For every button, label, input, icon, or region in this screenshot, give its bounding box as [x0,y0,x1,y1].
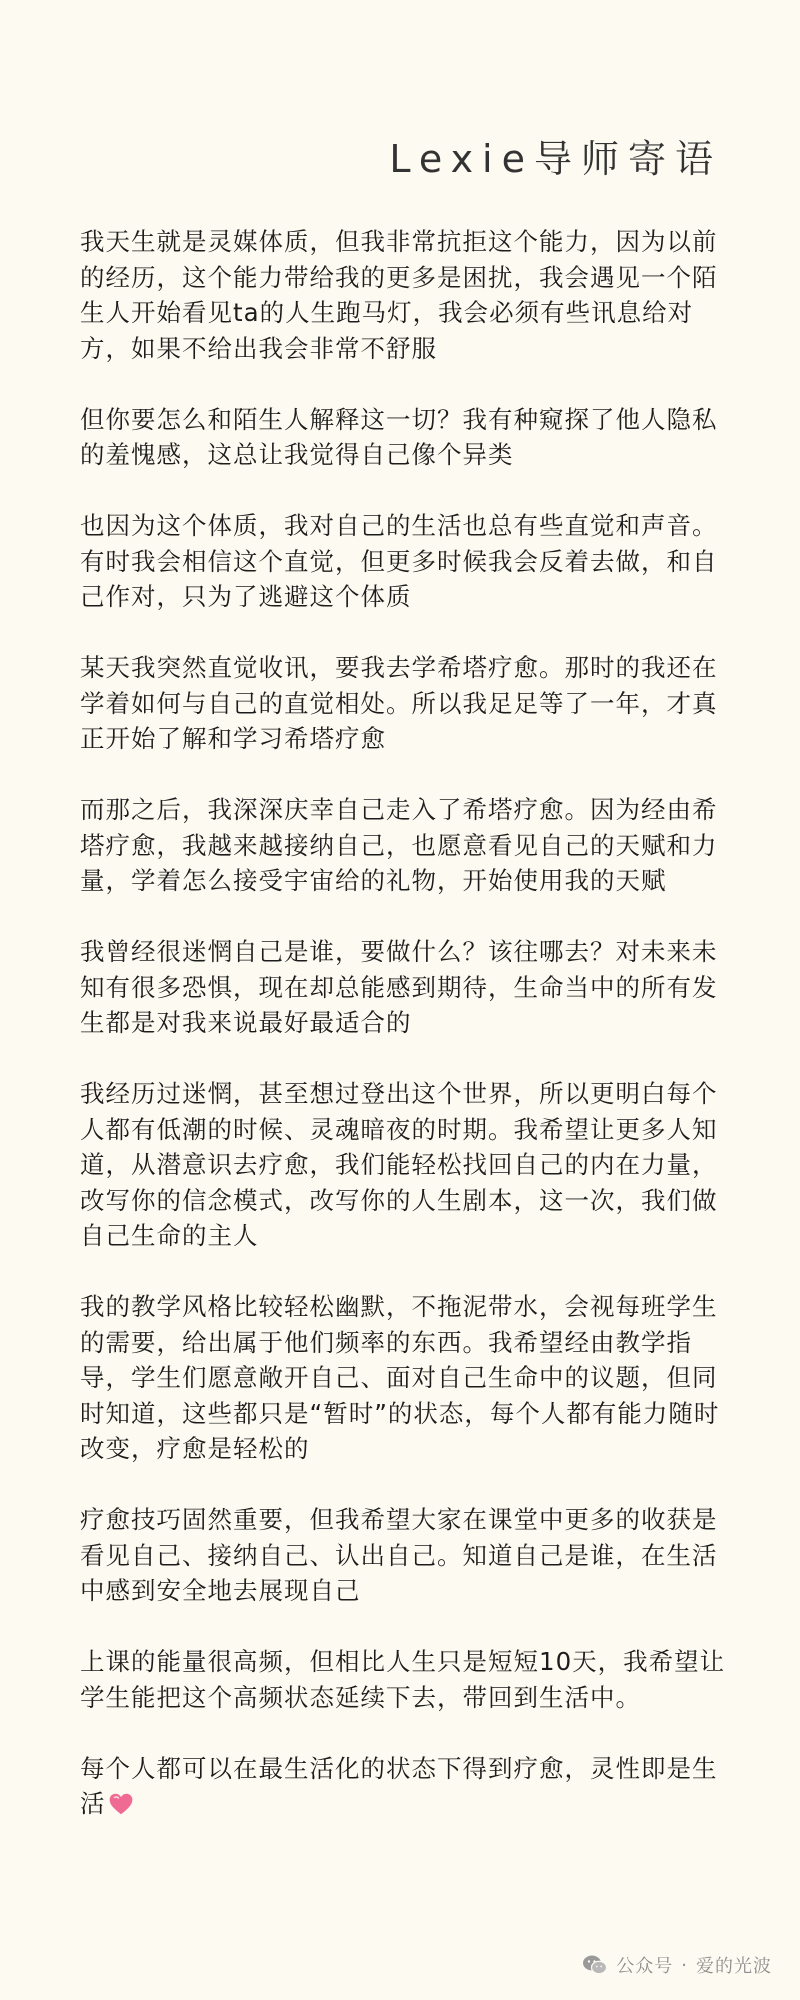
paragraph-4: 某天我突然直觉收讯，要我去学希塔疗愈。那时的我还在学着如何与自己的直觉相处。所以我足足等了一年，才真正开始了解和学习希塔疗愈 [80,653,718,753]
paragraph-7: 我经历过迷惘，甚至想过登出这个世界，所以更明白每个人都有低潮的时候、灵魂暗夜的时期。我希望让更多人知道，从潜意识去疗愈，我们能轻松找回自己的内在力量，改写你的信念模式，改写你的人生剧本，这一次，我们做自己生命的主人 [80,1079,718,1250]
footer-platform: 公众号 [616,1956,674,1977]
paragraph-8: 我的教学风格比较轻松幽默，不拖泥带水，会视每班学生的需要，给出属于他们频率的东西。我希望经由教学指导，学生们愿意敞开自己、面对自己生命中的议题，但同时知道，这些都只是“暂时”的状态，每个人都有能力随时改变，疗愈是轻松的 [80,1292,720,1463]
paragraph-10: 上课的能量很高频，但相比人生只是短短10天，我希望让学生能把这个高频状态延续下去，带回到生活中。 [80,1647,726,1712]
paragraph-2: 但你要怎么和陌生人解释这一切？我有种窥探了他人隐私的羞愧感，这总让我觉得自己像个异类 [80,404,718,469]
paragraph-1: 我天生就是灵媒体质，但我非常抗拒这个能力，因为以前的经历，这个能力带给我的更多是困扰，我会遇见一个陌生人开始看见ta的人生跑马灯，我会必须有些讯息给对方，如果不给出我会非常不舒服 [80,227,718,363]
paragraph-3: 也因为这个体质，我对自己的生活也总有些直觉和声音。有时我会相信这个直觉，但更多时候我会反着去做，和自己作对，只为了逃避这个体质 [80,511,718,611]
paragraph-11 [80,1751,732,1822]
paragraph-5: 而那之后，我深深庆幸自己走入了希塔疗愈。因为经由希塔疗愈，我越来越接纳自己，也愿意看见自己的天赋和力量，学着怎么接受宇宙给的礼物，开始使用我的天赋 [80,795,718,895]
wechat-icon [582,1954,608,1976]
paragraph-11-text: 每个人都可以在最生活化的状态下得到疗愈，灵性即是生活 [80,1753,718,1818]
pink-heart-icon [108,1791,134,1817]
message-body [80,224,732,1857]
footer-account-name: 爱的光波 [696,1956,772,1977]
watermark [582,1952,772,1978]
page-title: Lexie导师寄语 [389,137,722,181]
paragraph-9: 疗愈技巧固然重要，但我希望大家在课堂中更多的收获是看见自己、接纳自己、认出自己。知道自己是谁，在生活中感到安全地去展现自己 [80,1505,718,1605]
footer-separator: · [681,1954,688,1976]
paragraph-6: 我曾经很迷惘自己是谁，要做什么？该往哪去？对未来未知有很多恐惧，现在却总能感到期待，生命当中的所有发生都是对我来说最好最适合的 [80,937,718,1037]
